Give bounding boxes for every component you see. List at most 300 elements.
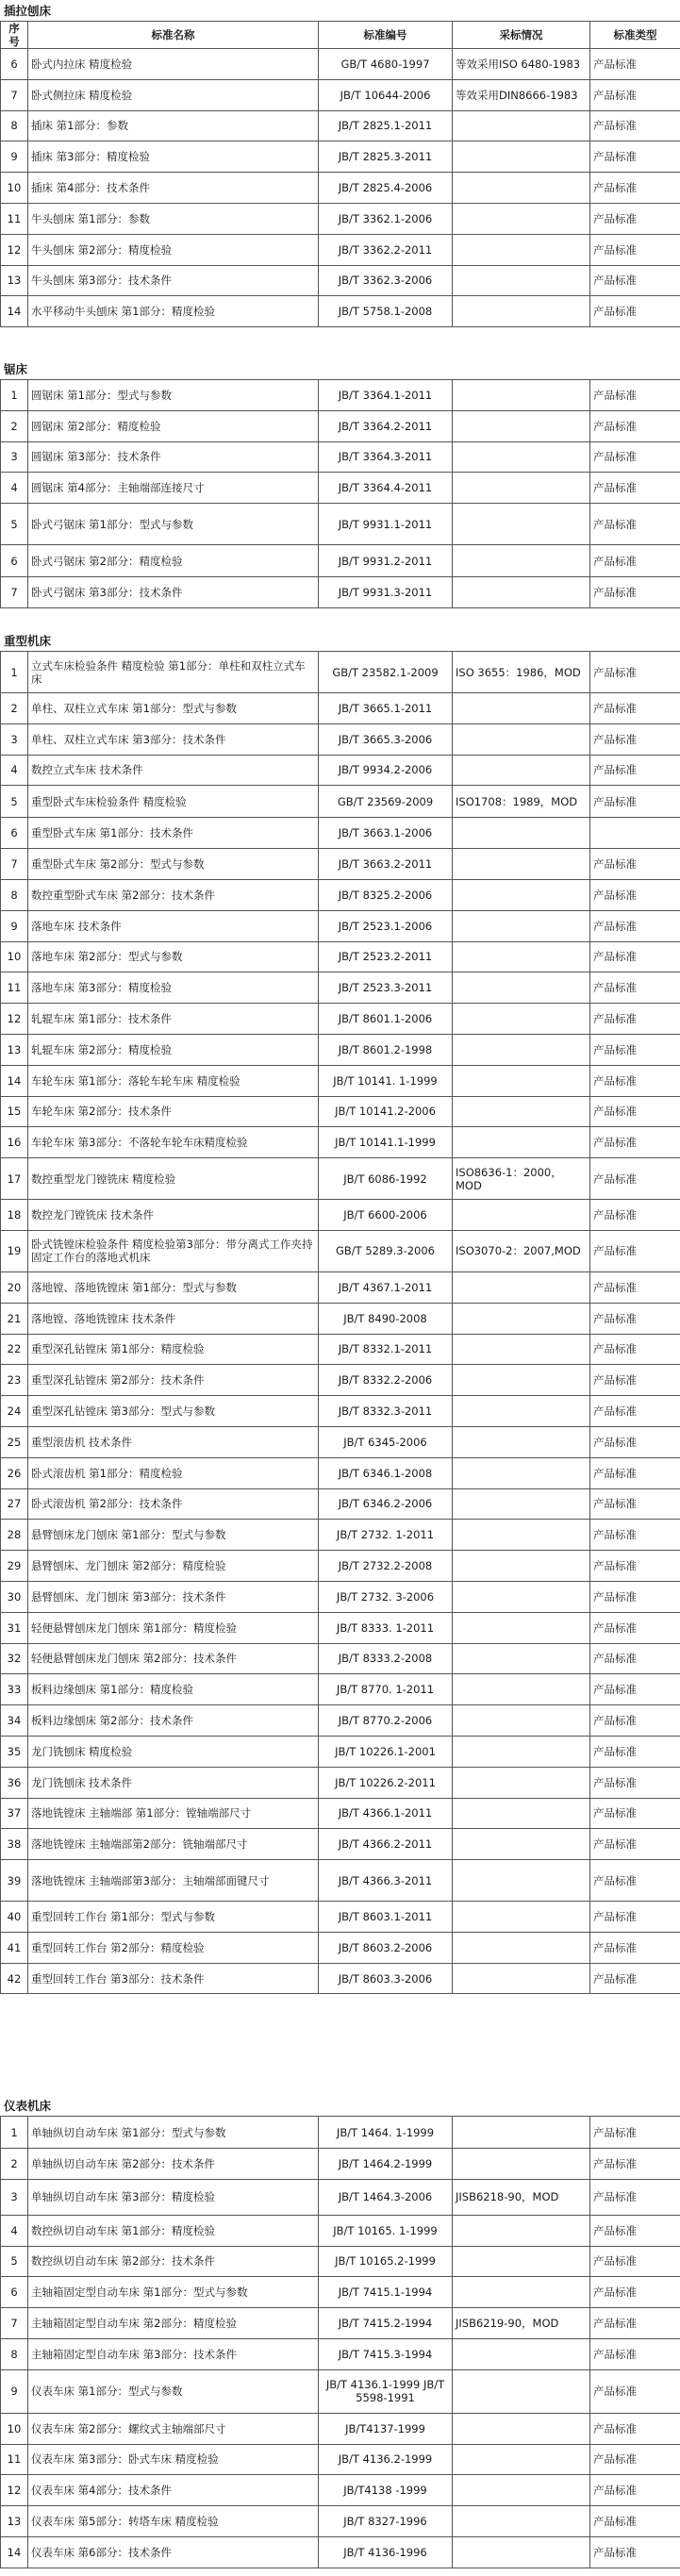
cell-type: 产品标准: [590, 203, 680, 234]
table-row: [1, 1798, 680, 1829]
cell-code: JB/T 2523.1-2006: [319, 910, 453, 941]
cell-no: 28: [1, 1520, 28, 1551]
section-title: 仪表机床: [4, 2099, 52, 2113]
cell-code: JB/T 4367.1-2011: [319, 1271, 453, 1303]
cell-type: 产品标准: [590, 173, 680, 204]
cell-name: 单柱、双柱立式车床 第1部分：型式与参数: [28, 693, 319, 724]
cell-code: JB/T 6346.2-2006: [319, 1488, 453, 1520]
cell-name: 数控重型龙门镗铣床 精度检验: [28, 1158, 319, 1200]
cell-no: 6: [1, 2277, 28, 2308]
table-row: [1, 1860, 680, 1902]
cell-no: 15: [1, 1096, 28, 1127]
table-row: [1, 2308, 680, 2339]
table-row: [1, 203, 680, 234]
cell-adopt: [453, 1829, 590, 1860]
cell-type: 产品标准: [590, 1004, 680, 1035]
cell-no: 25: [1, 1426, 28, 1457]
cell-code: JB/T 8333.2-2008: [319, 1643, 453, 1674]
table-row: [1, 1096, 680, 1127]
cell-type: [590, 818, 680, 849]
cell-no: 16: [1, 1127, 28, 1158]
cell-name: 重型回转工作台 第2部分：精度检验: [28, 1932, 319, 1963]
table-row: [1, 380, 680, 411]
cell-no: 19: [1, 1230, 28, 1271]
standards-table: [0, 2116, 680, 2568]
cell-type: 产品标准: [590, 441, 680, 473]
cell-name: 数控纵切自动车床 第2部分：技术条件: [28, 2246, 319, 2277]
cell-adopt: [453, 972, 590, 1004]
cell-name: 牛头刨床 第1部分：参数: [28, 203, 319, 234]
header-adopt: 采标情况: [453, 22, 590, 49]
table-row: [1, 1396, 680, 1427]
cell-type: 产品标准: [590, 1426, 680, 1457]
table-row: [1, 504, 680, 545]
table-row: [1, 652, 680, 693]
cell-type: 产品标准: [590, 879, 680, 910]
cell-code: JB/T 2732.2-2008: [319, 1551, 453, 1582]
table-row: [1, 1457, 680, 1488]
header-type: 标准类型: [590, 22, 680, 49]
cell-code: JB/T 4136.1-1999 JB/T 5598-1991: [319, 2369, 453, 2413]
cell-adopt: [453, 693, 590, 724]
cell-code: JB/T 8327-1996: [319, 2506, 453, 2537]
cell-name: 重型卧式车床 第1部分：技术条件: [28, 818, 319, 849]
cell-no: 6: [1, 49, 28, 80]
cell-code: JB/T 1464. 1-1999: [319, 2117, 453, 2149]
cell-no: 10: [1, 2413, 28, 2444]
cell-no: 6: [1, 818, 28, 849]
table-row: [1, 1674, 680, 1705]
cell-type: 产品标准: [590, 2369, 680, 2413]
table-row: [1, 818, 680, 849]
cell-type: 产品标准: [590, 2338, 680, 2369]
section-title: 锯床: [4, 362, 28, 376]
cell-no: 7: [1, 79, 28, 110]
cell-name: 重型深孔钻镗床 第1部分：精度检验: [28, 1334, 319, 1365]
table-row: [1, 441, 680, 473]
table-row: [1, 577, 680, 608]
cell-name: 圆锯床 第4部分：主轴端部连接尺寸: [28, 473, 319, 504]
cell-code: JB/T 2825.4-2006: [319, 173, 453, 204]
cell-no: 11: [1, 203, 28, 234]
cell-name: 插床 第4部分：技术条件: [28, 173, 319, 204]
cell-adopt: [453, 1365, 590, 1396]
cell-name: 牛头刨床 第3部分：技术条件: [28, 265, 319, 296]
cell-no: 5: [1, 504, 28, 545]
cell-no: 4: [1, 755, 28, 786]
cell-type: 产品标准: [590, 1902, 680, 1933]
cell-code: JB/T 8332.2-2006: [319, 1365, 453, 1396]
table-row: [1, 141, 680, 173]
cell-adopt: [453, 173, 590, 204]
cell-name: 主轴箱固定型自动车床 第2部分：精度检验: [28, 2308, 319, 2339]
cell-adopt: JISB6219-90，MOD: [453, 2308, 590, 2339]
cell-name: 水平移动牛头刨床 第1部分：精度检验: [28, 296, 319, 327]
cell-adopt: [453, 1065, 590, 1096]
cell-no: 42: [1, 1963, 28, 1994]
cell-code: JB/T 2825.1-2011: [319, 110, 453, 141]
cell-type: 产品标准: [590, 2215, 680, 2246]
cell-name: 重型卧式车床 第2部分：型式与参数: [28, 849, 319, 880]
cell-code: JB/T 10141.2-2006: [319, 1096, 453, 1127]
cell-code: JB/T 4136-1996: [319, 2536, 453, 2568]
cell-adopt: [453, 2536, 590, 2568]
cell-name: 落地车床 技术条件: [28, 910, 319, 941]
table-row: [1, 2215, 680, 2246]
table-row: [1, 1767, 680, 1798]
cell-code: JB/T 3362.3-2006: [319, 265, 453, 296]
cell-name: 悬臂刨床、龙门刨床 第3部分：技术条件: [28, 1581, 319, 1612]
cell-name: 车轮车床 第3部分：不落轮车轮车床精度检验: [28, 1127, 319, 1158]
cell-code: JB/T 10644-2006: [319, 79, 453, 110]
cell-code: JB/T 2523.3-2011: [319, 972, 453, 1004]
cell-no: 30: [1, 1581, 28, 1612]
cell-adopt: [453, 441, 590, 473]
cell-name: 插床 第1部分：参数: [28, 110, 319, 141]
cell-adopt: [453, 1902, 590, 1933]
standards-table: [0, 379, 680, 608]
cell-no: 5: [1, 786, 28, 818]
table-row: [1, 1932, 680, 1963]
cell-name: 圆锯床 第3部分：技术条件: [28, 441, 319, 473]
table-row: [1, 1004, 680, 1035]
table-row: [1, 1200, 680, 1231]
table-row: [1, 1520, 680, 1551]
cell-type: 产品标准: [590, 2277, 680, 2308]
cell-no: 14: [1, 1065, 28, 1096]
cell-name: 仪表车床 第2部分：螺纹式主轴端部尺寸: [28, 2413, 319, 2444]
cell-code: JB/T 6086-1992: [319, 1158, 453, 1200]
cell-name: 落地镗、落地铣镗床 技术条件: [28, 1303, 319, 1334]
cell-no: 12: [1, 2475, 28, 2506]
cell-adopt: [453, 1674, 590, 1705]
cell-code: JB/T 3364.2-2011: [319, 410, 453, 441]
cell-code: JB/T 10141. 1-1999: [319, 1065, 453, 1096]
cell-code: JB/T 2825.3-2011: [319, 141, 453, 173]
cell-adopt: [453, 1488, 590, 1520]
cell-code: JB/T 7415.2-1994: [319, 2308, 453, 2339]
cell-name: 仪表车床 第1部分：型式与参数: [28, 2369, 319, 2413]
cell-code: JB/T 5758.1-2008: [319, 296, 453, 327]
cell-adopt: [453, 2277, 590, 2308]
cell-no: 9: [1, 910, 28, 941]
cell-no: 18: [1, 1200, 28, 1231]
cell-type: 产品标准: [590, 755, 680, 786]
cell-type: 产品标准: [590, 380, 680, 411]
cell-type: 产品标准: [590, 1674, 680, 1705]
cell-name: 卧式滚齿机 第1部分：精度检验: [28, 1457, 319, 1488]
cell-name: 数控重型卧式车床 第2部分：技术条件: [28, 879, 319, 910]
cell-no: 1: [1, 2117, 28, 2149]
cell-adopt: [453, 941, 590, 972]
cell-type: 产品标准: [590, 1932, 680, 1963]
cell-type: 产品标准: [590, 265, 680, 296]
table-row: [1, 545, 680, 577]
cell-name: 落地镗、落地铣镗床 第1部分：型式与参数: [28, 1271, 319, 1303]
cell-adopt: [453, 1932, 590, 1963]
table-row: [1, 234, 680, 265]
cell-no: 6: [1, 545, 28, 577]
cell-name: 圆锯床 第1部分：型式与参数: [28, 380, 319, 411]
cell-no: 12: [1, 234, 28, 265]
cell-name: 主轴箱固定型自动车床 第1部分：型式与参数: [28, 2277, 319, 2308]
cell-type: 产品标准: [590, 786, 680, 818]
cell-code: JB/T 8333. 1-2011: [319, 1612, 453, 1643]
cell-code: JB/T 8770.2-2006: [319, 1705, 453, 1737]
cell-adopt: [453, 1963, 590, 1994]
cell-adopt: [453, 1705, 590, 1737]
cell-name: 车轮车床 第1部分：落轮车轮车床 精度检验: [28, 1065, 319, 1096]
cell-type: 产品标准: [590, 2308, 680, 2339]
table-row: [1, 1365, 680, 1396]
cell-code: JB/T 8770. 1-2011: [319, 1674, 453, 1705]
cell-adopt: [453, 755, 590, 786]
table-row: [1, 1334, 680, 1365]
cell-no: 17: [1, 1158, 28, 1200]
cell-name: 数控龙门镗铣床 技术条件: [28, 1200, 319, 1231]
cell-adopt: [453, 296, 590, 327]
cell-no: 13: [1, 1034, 28, 1065]
cell-no: 2: [1, 2149, 28, 2180]
cell-code: JB/T 1464.2-1999: [319, 2149, 453, 2180]
table-row: [1, 1705, 680, 1737]
cell-type: 产品标准: [590, 1158, 680, 1200]
cell-adopt: ISO3070-2：2007,MOD: [453, 1230, 590, 1271]
cell-type: 产品标准: [590, 1034, 680, 1065]
cell-no: 3: [1, 441, 28, 473]
cell-code: JB/T 8603.2-2006: [319, 1932, 453, 1963]
cell-code: JB/T 8332.3-2011: [319, 1396, 453, 1427]
cell-type: 产品标准: [590, 2506, 680, 2537]
cell-name: 仪表车床 第5部分：转塔车床 精度检验: [28, 2506, 319, 2537]
table-row: [1, 110, 680, 141]
table-row: [1, 1034, 680, 1065]
cell-code: GB/T 4680-1997: [319, 49, 453, 80]
cell-code: JB/T 3364.3-2011: [319, 441, 453, 473]
table-row: [1, 1303, 680, 1334]
cell-adopt: [453, 1426, 590, 1457]
cell-type: 产品标准: [590, 1334, 680, 1365]
cell-name: 轧辊车床 第1部分：技术条件: [28, 1004, 319, 1035]
cell-type: 产品标准: [590, 1963, 680, 1994]
cell-adopt: [453, 2215, 590, 2246]
cell-adopt: [453, 1127, 590, 1158]
table-row: [1, 941, 680, 972]
table-row: [1, 879, 680, 910]
cell-type: 产品标准: [590, 972, 680, 1004]
cell-code: JB/T 1464.3-2006: [319, 2179, 453, 2215]
cell-code: JB/T 9931.1-2011: [319, 504, 453, 545]
cell-code: JB/T 4366.1-2011: [319, 1798, 453, 1829]
cell-no: 37: [1, 1798, 28, 1829]
cell-type: 产品标准: [590, 1829, 680, 1860]
cell-type: 产品标准: [590, 2117, 680, 2149]
cell-name: 仪表车床 第3部分：卧式车床 精度检验: [28, 2444, 319, 2475]
cell-adopt: [453, 203, 590, 234]
cell-adopt: [453, 1200, 590, 1231]
cell-type: 产品标准: [590, 49, 680, 80]
cell-name: 轧辊车床 第2部分：精度检验: [28, 1034, 319, 1065]
cell-adopt: [453, 2506, 590, 2537]
table-row: [1, 2536, 680, 2568]
table-row: [1, 1829, 680, 1860]
cell-name: 卧式内拉床 精度检验: [28, 49, 319, 80]
cell-type: 产品标准: [590, 1860, 680, 1902]
cell-name: 轻便悬臂刨床龙门刨床 第1部分：精度检验: [28, 1612, 319, 1643]
cell-no: 40: [1, 1902, 28, 1933]
cell-no: 41: [1, 1932, 28, 1963]
cell-code: JB/T 10141.1-1999: [319, 1127, 453, 1158]
cell-no: 12: [1, 1004, 28, 1035]
cell-type: 产品标准: [590, 545, 680, 577]
cell-no: 31: [1, 1612, 28, 1643]
cell-no: 4: [1, 473, 28, 504]
table-header-row: [1, 22, 680, 49]
cell-no: 8: [1, 879, 28, 910]
cell-code: JB/T 9931.3-2011: [319, 577, 453, 608]
cell-code: JB/T 10226.2-2011: [319, 1767, 453, 1798]
cell-adopt: [453, 2369, 590, 2413]
cell-type: 产品标准: [590, 1065, 680, 1096]
cell-adopt: [453, 1271, 590, 1303]
cell-type: 产品标准: [590, 723, 680, 755]
section-title: 插拉刨床: [4, 4, 52, 18]
cell-no: 1: [1, 380, 28, 411]
cell-name: 落地铣镗床 主轴端部第3部分：主轴端部面键尺寸: [28, 1860, 319, 1902]
cell-type: 产品标准: [590, 652, 680, 693]
cell-code: JB/T 2732. 3-2006: [319, 1581, 453, 1612]
cell-adopt: [453, 504, 590, 545]
cell-name: 落地铣镗床 主轴端部 第1部分：镗轴端部尺寸: [28, 1798, 319, 1829]
cell-adopt: ISO8636-1：2000，MOD: [453, 1158, 590, 1200]
cell-code: JB/T 4366.3-2011: [319, 1860, 453, 1902]
cell-no: 13: [1, 2506, 28, 2537]
table-row: [1, 2117, 680, 2149]
cell-type: 产品标准: [590, 473, 680, 504]
cell-type: 产品标准: [590, 910, 680, 941]
cell-no: 7: [1, 849, 28, 880]
table-row: [1, 265, 680, 296]
cell-adopt: [453, 2246, 590, 2277]
table-row: [1, 1158, 680, 1200]
cell-code: JB/T 6345-2006: [319, 1426, 453, 1457]
cell-adopt: [453, 141, 590, 173]
cell-no: 33: [1, 1674, 28, 1705]
cell-type: 产品标准: [590, 577, 680, 608]
cell-adopt: [453, 110, 590, 141]
cell-code: JB/T 8601.2-1998: [319, 1034, 453, 1065]
cell-code: JB/T4138 -1999: [319, 2475, 453, 2506]
cell-adopt: [453, 265, 590, 296]
cell-name: 重型深孔钻镗床 第2部分：技术条件: [28, 1365, 319, 1396]
cell-no: 9: [1, 141, 28, 173]
table-row: [1, 1736, 680, 1767]
cell-no: 21: [1, 1303, 28, 1334]
table-row: [1, 410, 680, 441]
cell-adopt: [453, 1396, 590, 1427]
cell-type: 产品标准: [590, 1230, 680, 1271]
table-row: [1, 910, 680, 941]
cell-no: 9: [1, 2369, 28, 2413]
cell-type: 产品标准: [590, 234, 680, 265]
cell-type: 产品标准: [590, 79, 680, 110]
cell-name: 板料边缘刨床 第2部分：技术条件: [28, 1705, 319, 1737]
cell-name: 悬臂刨床、龙门刨床 第2部分：精度检验: [28, 1551, 319, 1582]
cell-no: 1: [1, 652, 28, 693]
cell-no: 3: [1, 723, 28, 755]
cell-type: 产品标准: [590, 141, 680, 173]
cell-name: 重型卧式车床检验条件 精度检验: [28, 786, 319, 818]
cell-adopt: ISO1708：1989，MOD: [453, 786, 590, 818]
header-code: 标准编号: [319, 22, 453, 49]
cell-adopt: [453, 380, 590, 411]
cell-type: 产品标准: [590, 110, 680, 141]
cell-name: 仪表车床 第4部分：技术条件: [28, 2475, 319, 2506]
cell-name: 车轮车床 第2部分：技术条件: [28, 1096, 319, 1127]
cell-code: JB/T 8601.1-2006: [319, 1004, 453, 1035]
cell-name: 插床 第3部分：精度检验: [28, 141, 319, 173]
cell-no: 7: [1, 2308, 28, 2339]
cell-name: 牛头刨床 第2部分：精度检验: [28, 234, 319, 265]
cell-type: 产品标准: [590, 1551, 680, 1582]
cell-type: 产品标准: [590, 693, 680, 724]
cell-adopt: [453, 234, 590, 265]
cell-adopt: [453, 879, 590, 910]
cell-name: 卧式铣镗床检验条件 精度检验第3部分：带分离式工作夹持固定工作台的落地式机床: [28, 1230, 319, 1271]
table-row: [1, 1551, 680, 1582]
cell-name: 卧式弓锯床 第3部分：技术条件: [28, 577, 319, 608]
table-row: [1, 296, 680, 327]
cell-type: 产品标准: [590, 1612, 680, 1643]
section-title: 重型机床: [4, 634, 52, 648]
cell-type: 产品标准: [590, 296, 680, 327]
cell-code: JB/T 8325.2-2006: [319, 879, 453, 910]
cell-adopt: [453, 1643, 590, 1674]
cell-adopt: [453, 2338, 590, 2369]
cell-name: 主轴箱固定型自动车床 第3部分：技术条件: [28, 2338, 319, 2369]
cell-code: JB/T 6600-2006: [319, 1200, 453, 1231]
table-row: [1, 1612, 680, 1643]
cell-name: 圆锯床 第2部分：精度检验: [28, 410, 319, 441]
cell-adopt: [453, 1520, 590, 1551]
cell-code: JB/T 8603.3-2006: [319, 1963, 453, 1994]
table-row: [1, 1230, 680, 1271]
table-row: [1, 2413, 680, 2444]
cell-adopt: [453, 1004, 590, 1035]
cell-type: 产品标准: [590, 2475, 680, 2506]
cell-type: 产品标准: [590, 1520, 680, 1551]
cell-code: JB/T 7415.3-1994: [319, 2338, 453, 2369]
table-row: [1, 79, 680, 110]
cell-name: 轻便悬臂刨床龙门刨床 第2部分：技术条件: [28, 1643, 319, 1674]
cell-adopt: [453, 818, 590, 849]
cell-adopt: [453, 723, 590, 755]
cell-no: 4: [1, 2215, 28, 2246]
cell-adopt: [453, 2413, 590, 2444]
cell-type: 产品标准: [590, 2413, 680, 2444]
cell-no: 14: [1, 2536, 28, 2568]
table-row: [1, 2369, 680, 2413]
cell-type: 产品标准: [590, 1127, 680, 1158]
cell-type: 产品标准: [590, 2149, 680, 2180]
cell-code: JB/T 2732. 1-2011: [319, 1520, 453, 1551]
cell-no: 10: [1, 941, 28, 972]
cell-no: 5: [1, 2246, 28, 2277]
table-row: [1, 786, 680, 818]
cell-no: 20: [1, 1271, 28, 1303]
cell-type: 产品标准: [590, 941, 680, 972]
table-row: [1, 1426, 680, 1457]
